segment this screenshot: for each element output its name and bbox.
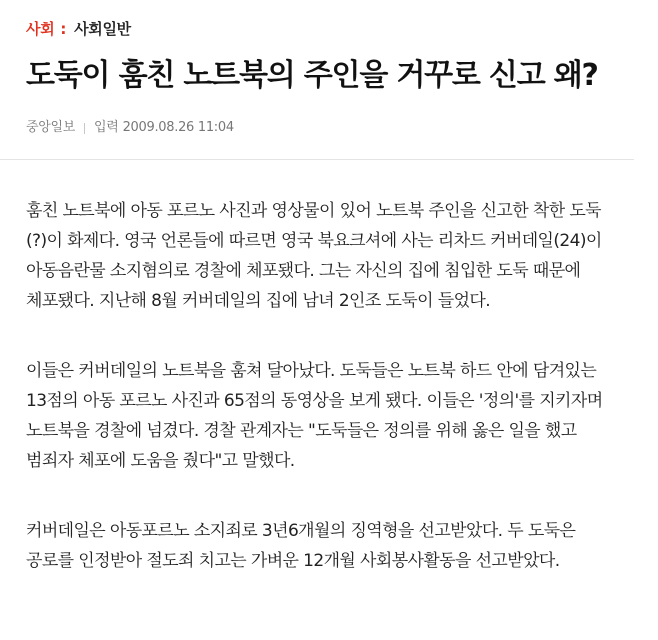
paragraph-line: 체포됐다. 지난해 8월 커버데일의 집에 남녀 2인조 도둑이 들었다. (26, 291, 491, 311)
article-paragraph-3 (26, 516, 640, 576)
paragraph-line: 노트북을 경찰에 넘겼다. 경찰 관계자는 "도둑들은 정의를 위해 옳은 일을 했고 (26, 421, 577, 441)
paragraph-line: 훔친 노트북에 아동 포르노 사진과 영상물이 있어 노트북 주인을 신고한 착한 도둑 (26, 201, 601, 221)
article-source: 중앙일보 (26, 120, 76, 135)
article-paragraph-1 (26, 196, 640, 316)
date-label: 입력 (94, 120, 119, 135)
paragraph-line: 아동음란물 소지혐의로 경찰에 체포됐다. 그는 자신의 집에 침입한 도둑 때문에 (26, 261, 581, 281)
category-section-link[interactable]: 사회 (26, 20, 55, 38)
paragraph-line: 이들은 커버데일의 노트북을 훔쳐 달아났다. 도둑들은 노트북 하드 안에 담겨있는 (26, 361, 597, 381)
article-date: 2009.08.26 11:04 (122, 120, 234, 135)
paragraph-line: 공로를 인정받아 절도죄 치고는 가벼운 12개월 사회봉사활동을 선고받았다. (26, 551, 560, 571)
article-meta (26, 118, 640, 138)
meta-divider (84, 123, 85, 134)
paragraph-line: 13점의 아동 포르노 사진과 65점의 동영상을 보게 됐다. 이들은 '정의'를 지키자며 (26, 391, 603, 411)
category-separator: : (60, 20, 67, 38)
article-headline: 도둑이 훔친 노트북의 주인을 거꾸로 신고 왜? (26, 58, 598, 93)
article-body (26, 196, 640, 576)
header-divider (0, 159, 634, 160)
paragraph-line: 커버데일은 아동포르노 소지죄로 3년6개월의 징역형을 선고받았다. 두 도둑은 (26, 521, 576, 541)
paragraph-line: (?)이 화제다. 영국 언론들에 따르면 영국 북요크셔에 사는 리차드 커버데일(24)이 (26, 231, 602, 251)
category-breadcrumb (26, 18, 640, 40)
article-paragraph-2 (26, 356, 640, 476)
category-subsection-link[interactable]: 사회일반 (74, 20, 131, 38)
article (26, 18, 640, 616)
paragraph-line: 범죄자 체포에 도움을 줬다"고 말했다. (26, 451, 295, 471)
